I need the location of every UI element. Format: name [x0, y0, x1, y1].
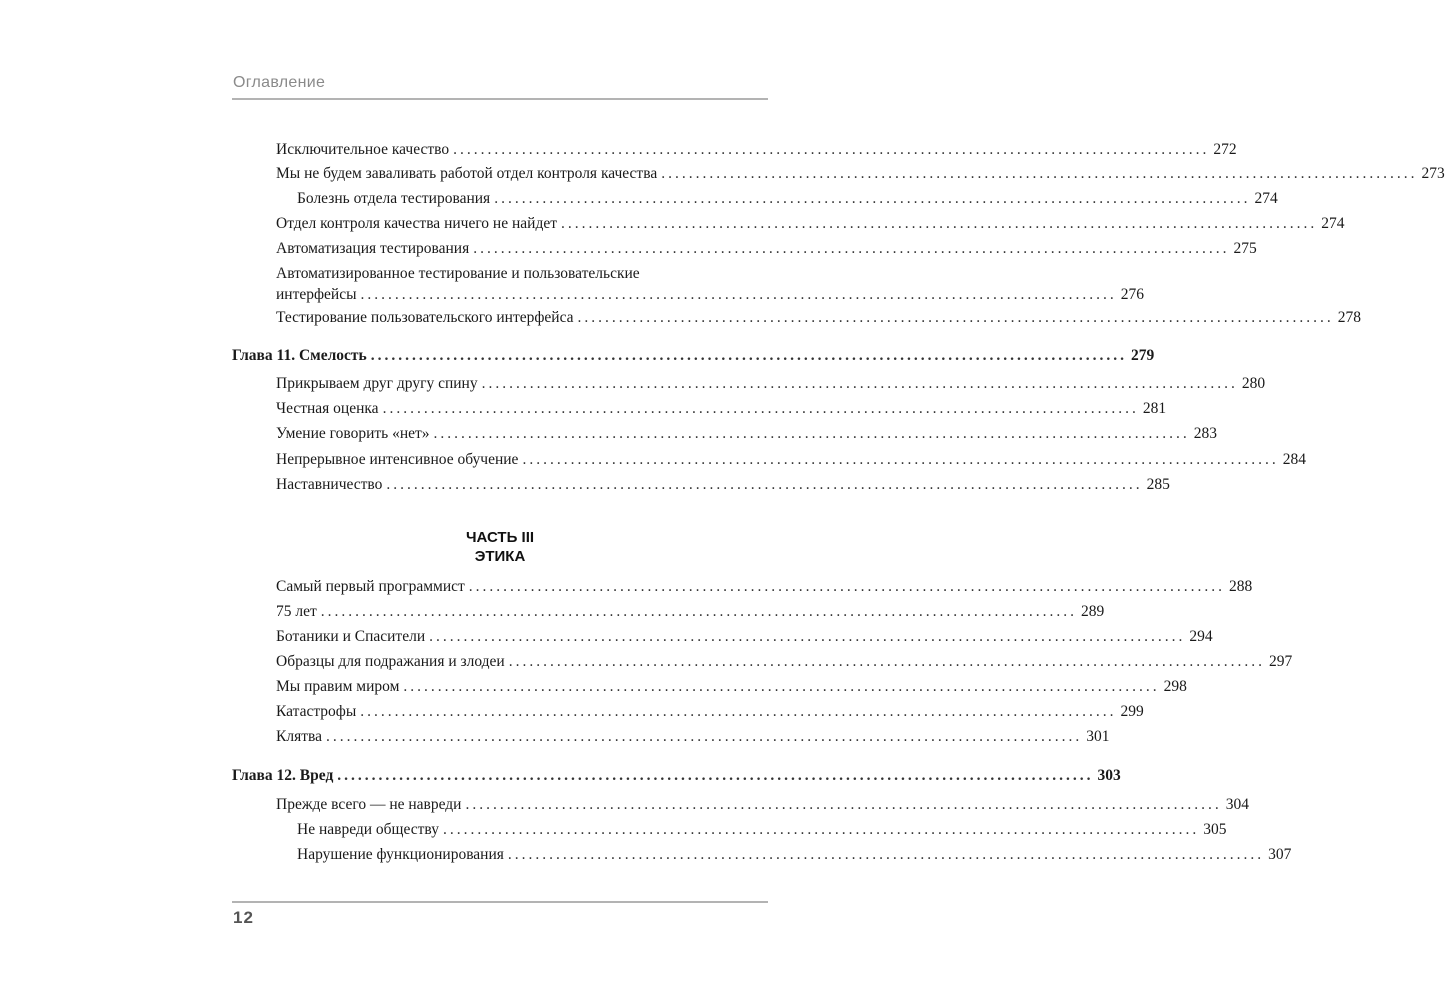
- toc-entry-page: 274: [1254, 190, 1278, 207]
- header-rule: [232, 98, 768, 100]
- toc-entry: [276, 677, 1187, 697]
- toc-chapter: [232, 766, 1121, 786]
- toc-entry-title: Прежде всего — не навреди: [276, 796, 462, 813]
- toc-entry-title: Честная оценка: [276, 400, 379, 417]
- toc-entry-title: Наставничество: [276, 476, 383, 493]
- leader-dots: ..............................................................................................................: [325, 728, 1083, 745]
- leader-dots: ..............................................................................................................: [465, 796, 1222, 813]
- toc-entry: [276, 795, 1249, 815]
- toc-entry: [276, 140, 1237, 160]
- chapter-page: 303: [1097, 767, 1121, 784]
- leader-dots: ..............................................................................................................: [442, 821, 1200, 838]
- toc-entry-page: 284: [1282, 451, 1306, 468]
- leader-dots: ..............................................................................................................: [403, 678, 1160, 695]
- leader-dots: ..............................................................................................................: [360, 286, 1117, 303]
- chapter-title: Глава 11. Смелость: [232, 347, 367, 364]
- toc-entry: [276, 727, 1110, 747]
- leader-dots: ..............................................................................................................: [453, 141, 1210, 158]
- toc-entry: [297, 820, 1227, 840]
- leader-dots: ..............................................................................................................: [507, 846, 1265, 863]
- toc-entry-title: Нарушение функционирования: [297, 846, 504, 863]
- toc-entry-title: Тестирование пользовательского интерфейса: [276, 309, 574, 326]
- toc-entry-page: 281: [1142, 400, 1167, 417]
- leader-dots: ..............................................................................................................: [382, 400, 1139, 417]
- toc-entry-title: Болезнь отдела тестирования: [297, 190, 491, 207]
- toc-entry-title: Образцы для подражания и злодеи: [276, 653, 505, 670]
- leader-dots: ..............................................................................................................: [429, 628, 1186, 645]
- toc-entry-page: 297: [1268, 653, 1293, 670]
- toc-entry: [276, 475, 1170, 495]
- toc-entry-page: 283: [1193, 425, 1218, 442]
- leader-dots: ..............................................................................................................: [577, 309, 1334, 326]
- toc-entry-page: 276: [1120, 286, 1145, 303]
- leader-dots: ..............................................................................................................: [494, 190, 1251, 207]
- chapter-page: 279: [1130, 347, 1155, 364]
- toc-entry: [276, 577, 1253, 597]
- leader-dots: ..............................................................................................................: [370, 347, 1127, 364]
- toc-entry-page: 294: [1189, 628, 1213, 645]
- toc-entry-title: Прикрываем друг другу спину: [276, 375, 478, 392]
- toc-entry-title: 75 лет: [276, 603, 317, 620]
- page-number: 12: [233, 908, 254, 927]
- toc-entry: [276, 374, 1266, 394]
- toc-entry: [276, 652, 1293, 672]
- toc-entry: [276, 450, 1306, 470]
- leader-dots: ..............................................................................................................: [508, 653, 1265, 670]
- leader-dots: ..............................................................................................................: [320, 603, 1078, 620]
- toc-entry-title-line2: интерфейсы: [276, 286, 357, 303]
- chapter-title: Глава 12. Вред: [232, 767, 334, 784]
- toc-entry-page: 305: [1203, 821, 1227, 838]
- toc-entry-page: 298: [1163, 678, 1187, 695]
- toc-entry-title: Ботаники и Спасители: [276, 628, 426, 645]
- toc-entry-page: 299: [1120, 703, 1144, 720]
- part-heading-number: ЧАСТЬ III: [465, 529, 535, 546]
- toc-entry-title: Не навреди обществу: [297, 821, 439, 838]
- toc-entry-title: Умение говорить «нет»: [276, 425, 430, 442]
- toc-entry: [276, 702, 1144, 722]
- toc-entry: [276, 308, 1362, 328]
- toc-entry-page: 285: [1146, 476, 1170, 493]
- toc-entry-title: Автоматизация тестирования: [276, 240, 470, 257]
- toc-entry-page: 278: [1337, 309, 1362, 326]
- leader-dots: ..............................................................................................................: [522, 451, 1279, 468]
- toc-entry-page: 289: [1081, 603, 1105, 620]
- toc-entry: [276, 424, 1218, 444]
- leader-dots: ..............................................................................................................: [360, 703, 1117, 720]
- toc-entry: [276, 164, 1445, 184]
- toc-entry-title: Отдел контроля качества ничего не найдет: [276, 215, 557, 232]
- leader-dots: ..............................................................................................................: [468, 578, 1226, 595]
- toc-entry-title-line1: Автоматизированное тестирование и пользовательские: [276, 265, 640, 282]
- toc-entry-page: 273: [1421, 165, 1445, 182]
- toc-entry-title: Мы не будем заваливать работой отдел контроля качества: [276, 165, 658, 182]
- toc-entry-title: Самый первый программист: [276, 578, 465, 595]
- leader-dots: ..............................................................................................................: [386, 476, 1143, 493]
- toc-entry-page: 307: [1268, 846, 1292, 863]
- toc-entry: [276, 602, 1105, 622]
- leader-dots: ..............................................................................................................: [481, 375, 1238, 392]
- toc-entry-title: Исключительное качество: [276, 141, 450, 158]
- toc-entry-title: Непрерывное интенсивное обучение: [276, 451, 519, 468]
- footer-rule: [232, 901, 768, 903]
- leader-dots: ..............................................................................................................: [560, 215, 1318, 232]
- toc-entry-page: 272: [1213, 141, 1237, 158]
- toc-entry: [276, 239, 1257, 259]
- toc-entry-title: Катастрофы: [276, 703, 357, 720]
- toc-entry: [276, 627, 1213, 647]
- toc-entry-page: 301: [1086, 728, 1110, 745]
- toc-entry: [297, 189, 1278, 209]
- toc-entry: [276, 399, 1167, 419]
- part-heading-title: ЭТИКА: [474, 548, 526, 565]
- toc-chapter: [232, 346, 1155, 366]
- leader-dots: ..............................................................................................................: [661, 165, 1418, 182]
- leader-dots: ..............................................................................................................: [433, 425, 1190, 442]
- toc-entry-title: Мы правим миром: [276, 678, 400, 695]
- leader-dots: ..............................................................................................................: [337, 767, 1094, 784]
- toc-entry-page: 288: [1229, 578, 1253, 595]
- toc-entry-page: 280: [1241, 375, 1266, 392]
- leader-dots: ..............................................................................................................: [473, 240, 1230, 257]
- toc-entry-title: Клятва: [276, 728, 322, 745]
- toc-entry: [276, 285, 1145, 305]
- toc-entry-page: 274: [1321, 215, 1345, 232]
- toc-entry: [276, 214, 1345, 234]
- toc-entry-page: 304: [1225, 796, 1249, 813]
- toc-entry-page: 275: [1233, 240, 1257, 257]
- running-header-title: Оглавление: [233, 74, 326, 91]
- toc-entry: [297, 845, 1292, 865]
